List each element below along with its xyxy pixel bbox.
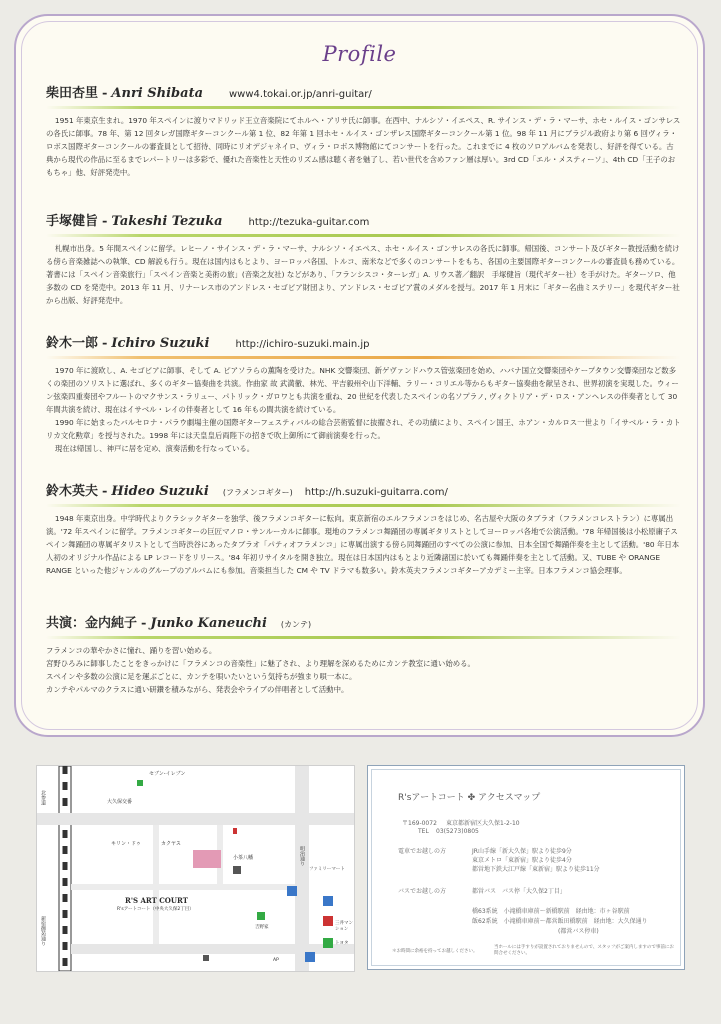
profile-takeshi-tezuka <box>46 212 681 307</box>
role-note: (フラメンコギター) <box>222 488 293 497</box>
divider <box>46 356 681 359</box>
bio-paragraph: 1970 年に渡欧し、A. セゴビアに師事、そして A. ピアソラらの薫陶を受けた。NHK 交響楽団、新ゲヴァンドハウス管弦楽団を始め、ハバナ国立交響楽団やケープタウン交響楽団など数多くの楽団のソリストに選ばれ、多くのギター協奏曲を共演。作曲家 故 武満徹、林光、平吉毅州や山下洋輔、ラリー・コリエル等からもギター協奏曲を献呈され、世界初演を実現した。ウィーン弦楽四重奏団やフルートのマクサンス・ラリュー、パトリック・ガロワとも共演を重ね、20 世紀を代表したスペインの名ソプラノ, ヴィクトリア・デ・ロス・アンヘレスの伴奏者として 30 年間共演を続け、現在はイサベル・レイの伴奏者として 16 年もの間共演を続けている。 <box>46 366 679 414</box>
profile-hideo-suzuki <box>46 482 681 577</box>
bio-paragraph: フラメンコの華やかさに憧れ、踊りを習い始める。 <box>46 646 217 655</box>
website-link[interactable]: http://h.suzuki-guitarra.com/ <box>304 487 448 498</box>
map-label-ap: AP <box>273 958 279 963</box>
bio-paragraph: 1948 年東京出身。中学時代よりクラシックギターを独学、後フラメンコギターに転向。東京新宿のエルフラメンコをはじめ、名古屋や大阪のタブラオ（フラメンコレストラン）に専属出演。'72 年スペインに留学。フラメンコギターの巨匠マノロ・サンルーカルに師事。現地のフラメンコ舞踊団の専属ギタリストとしてヨーロッパ各地で公演活動。'78 年帰国後は小松原庸子スペイン舞踊団の専属ギタリストとして当時渋谷にあったタブラオ「パティオフラメンコ」に専属出演する傍ら同舞踊団のすべての公演に参加、日本全国で舞踊伴奏を主として活動。'80 年日本人初のオリジナル作品による LP レコードをリリース。'84 年初リサイタルを開き独立。現在は日本国内はもとより近隣諸国に於いても舞踊伴奏を主として活動。又、TUBE や ORANGE RANGE といった他ジャンルのグループのアルバムにも参加。音楽担当した CM や TV ドラマも数多い。鈴木英夫フラメンコギターアカデミー主宰。日本フラメンコ協会理事。 <box>46 514 680 575</box>
website-link[interactable]: http://ichiro-suzuki.main.jp <box>235 339 370 350</box>
name-line: 手塚健旨 - Takeshi Tezuka http://tezuka-guitar.com <box>46 214 370 229</box>
name-en: Hideo Suzuki <box>111 484 209 499</box>
bio-paragraph: 1951 年東京生まれ。1970 年スペインに渡りマドリッド王立音楽院にてホルヘ・アリサ氏に師事。在西中、ナルシソ・イエペス、R. サインス・デ・ラ・マーサ、ホセ・ルイス・ゴンサレスの各氏に師事。78 年、第 12 回タレガ国際ギターコンクール第 1 位、82 年第 1 回ホセ・ルイス・ゴンザレス国際ギターコンクール第 1 位。98 年 11 月にブラジル政府より第 6 回ヴィラ・ロボス国際ギターコンクールの審査員として招待、同時にリオデジャネイロ、ヴィラ・ロボス博物館にてコンサートを行った。これまでに 4 枚のソロアルバムを発表し、好評を得ている。古典から現代の作品に至るまでレパートリーは多彩で、優れた音楽性と天性のリズム感は聴く者を魅了し、若い世代を含めファン層は厚い。3rd CD「エル・メスティーソ」、4th CD「王子のおもちゃ」他、好評発売中。 <box>46 116 681 177</box>
train-label: 電車でお越しの方 <box>398 848 447 855</box>
address: 東京都新宿区大久保1-2-10 <box>446 820 520 827</box>
name-ja: 共演：金内純子 <box>46 616 138 631</box>
name-ja: 鈴木一郎 <box>46 336 99 351</box>
bus-note: (都営バス停車) <box>558 928 599 935</box>
bio-paragraph: カンテやパルマのクラスに通い研鑽を積みながら、発表会やライブの伴唱者として活動中。 <box>46 685 349 694</box>
tel-number: 03(5273)0805 <box>436 828 479 835</box>
role-note: (カンテ) <box>280 620 312 629</box>
profile-ichiro-suzuki <box>46 334 681 455</box>
bus-line: 飯62系統 小滝橋車庫前〜都営飯田橋駅前 経由地：大久保通り <box>472 918 648 925</box>
profile-anri-shibata <box>46 84 681 179</box>
name-ja: 鈴木英夫 <box>46 484 99 499</box>
map-label-venue: R'S ART COURT <box>125 896 188 905</box>
bio-paragraph: 現在は帰国し、神戸に居を定め、演奏活動を行なっている。 <box>54 444 255 453</box>
divider <box>46 106 681 109</box>
map-label-kirin-do: キリン・ドゥ <box>111 841 141 847</box>
name-en: Ichiro Suzuki <box>111 336 210 351</box>
map-drawing <box>37 766 354 971</box>
map-label-shinjuku-gyoen: 新宿御苑通り <box>40 916 46 946</box>
map-label-family-mart: ファミリーマート <box>309 867 345 872</box>
bio-paragraph: 1990 年に始まったバルセロナ・パラウ劇場主催の国際ギターフェスティバルの総合芸術監督に抜擢され、その功績により、スペイン国王、ホアン・カルロス一世より「イサベル・ラ・カトリカ文化勲章」を授与された。1998 年には天皇皇后両陛下の招きで吹上御所にて御前演奏を行った。 <box>46 418 681 440</box>
divider <box>46 636 681 639</box>
name-en: Takeshi Tezuka <box>111 214 223 229</box>
map-label-kita-sando: 北参道 <box>40 790 46 805</box>
map-label-yoshinoya: 吉野家 <box>255 925 269 930</box>
map-label-koban: 大久保交番 <box>107 799 133 805</box>
bus-line: 橋63系統 小滝橋車庫前〜新橋駅前 経由地：市ヶ谷駅前 <box>472 908 630 915</box>
profile-title: Profile <box>322 42 397 66</box>
name-line: 柴田杏里 - Anri Shibata www4.tokai.or.jp/anri-guitar/ <box>46 86 372 101</box>
bio-paragraph: スペインや多数の公演に足を運ぶごとに、カンテを唄いたいという気持ちが強まり唄一本に。 <box>46 672 357 681</box>
bio-paragraph: 札幌市出身。5 年間スペインに留学。レヒーノ・サインス・デ・ラ・マーサ、ナルシソ・イエペス、ホセ・ルイス・ゴンサレスの各氏に師事。帰国後、コンサート及びギター教授活動を続ける傍ら音楽雑誌への執筆、CD 解説も行う。現在は国内はもとより、ヨーロッパ各国、トルコ、南米などで多くのコンサートをもち、各国の主要国際ギターコンクールの審査員も務めている。著書には「スペイン音楽旅行」「スペイン音楽と美術の旅」(音楽之友社) などがあり、「フランシスコ・ターレガ」A. リウス著／翻訳 手塚健旨（現代ギター社）を手がけた。ギターソロ、他多数の CD を発売中。2013 年 11 月、リナーレス市のアンドレス・セゴビア財団より、アンドレス・セゴビア賞のメダルを授与。2017 年 1 月末に「ギター名曲ミステリー」を現代ギター社から出版、好評発売中。 <box>46 244 680 305</box>
name-en: Junko Kaneuchi <box>150 616 267 631</box>
access-map <box>36 765 355 972</box>
bus-stop: 都営バス バス停「大久保2丁目」 <box>472 888 566 895</box>
bio-paragraph: 宮野ひろみに師事したことをきっかけに「フラメンコの音楽性」に魅了され、より理解を深めるためにカンテ教室に通い始める。 <box>46 659 475 668</box>
access-title: R'sアートコート ✤ アクセスマップ <box>398 793 541 803</box>
train-line: 都営地下鉄大江戸線「東新宿」駅より徒歩11分 <box>472 866 600 873</box>
train-line: 東京メトロ「東新宿」駅より徒歩4分 <box>472 857 572 864</box>
bus-label: バスでお越しの方 <box>398 888 447 895</box>
website-link[interactable]: http://tezuka-guitar.com <box>248 217 370 228</box>
venue-marker <box>193 850 221 868</box>
name-line: 鈴木英夫 - Hideo Suzuki (フラメンコギター) http://h.suzuki-guitarra.com/ <box>46 484 448 499</box>
name-line: 共演：金内純子 - Junko Kaneuchi (カンテ) <box>46 616 312 631</box>
profile-panel <box>14 14 705 737</box>
name-line: 鈴木一郎 - Ichiro Suzuki http://ichiro-suzuki.main.jp <box>46 336 370 351</box>
profile-junko-kaneuchi <box>46 614 681 696</box>
map-label-kakuyasu: カクヤス <box>161 841 181 847</box>
tel-label: TEL <box>418 828 429 835</box>
website-link[interactable]: www4.tokai.or.jp/anri-guitar/ <box>229 89 372 100</box>
name-en: Anri Shibata <box>111 86 203 101</box>
map-label-venue-sub: R'sアートコート（中央大久保2丁目） <box>117 907 194 912</box>
name-ja: 柴田杏里 <box>46 86 99 101</box>
footer-note-right: 当ホールには手すりが設置されておりませんので、スタッフがご案内しますので事前にお問合せください。 <box>494 945 674 956</box>
divider <box>46 234 681 237</box>
map-label-kodomo: 小茶八幡 <box>233 855 254 861</box>
name-ja: 手塚健旨 <box>46 214 99 229</box>
map-label-toyota: トヨタ <box>335 941 349 946</box>
train-line: JR山手線「新大久保」駅より徒歩9分 <box>472 848 572 855</box>
access-info-panel <box>367 765 685 970</box>
postal-code: 〒169-0072 <box>402 820 437 827</box>
footer-note-left: ＊お時間に余裕を持ってお越しください。 <box>392 949 478 954</box>
divider <box>46 504 681 507</box>
map-label-mitsui: 三井マンション <box>335 921 353 932</box>
map-label-meiji-dori: 明治通り <box>299 846 305 866</box>
map-label-seven-eleven: セブン-イレブン <box>149 771 186 777</box>
